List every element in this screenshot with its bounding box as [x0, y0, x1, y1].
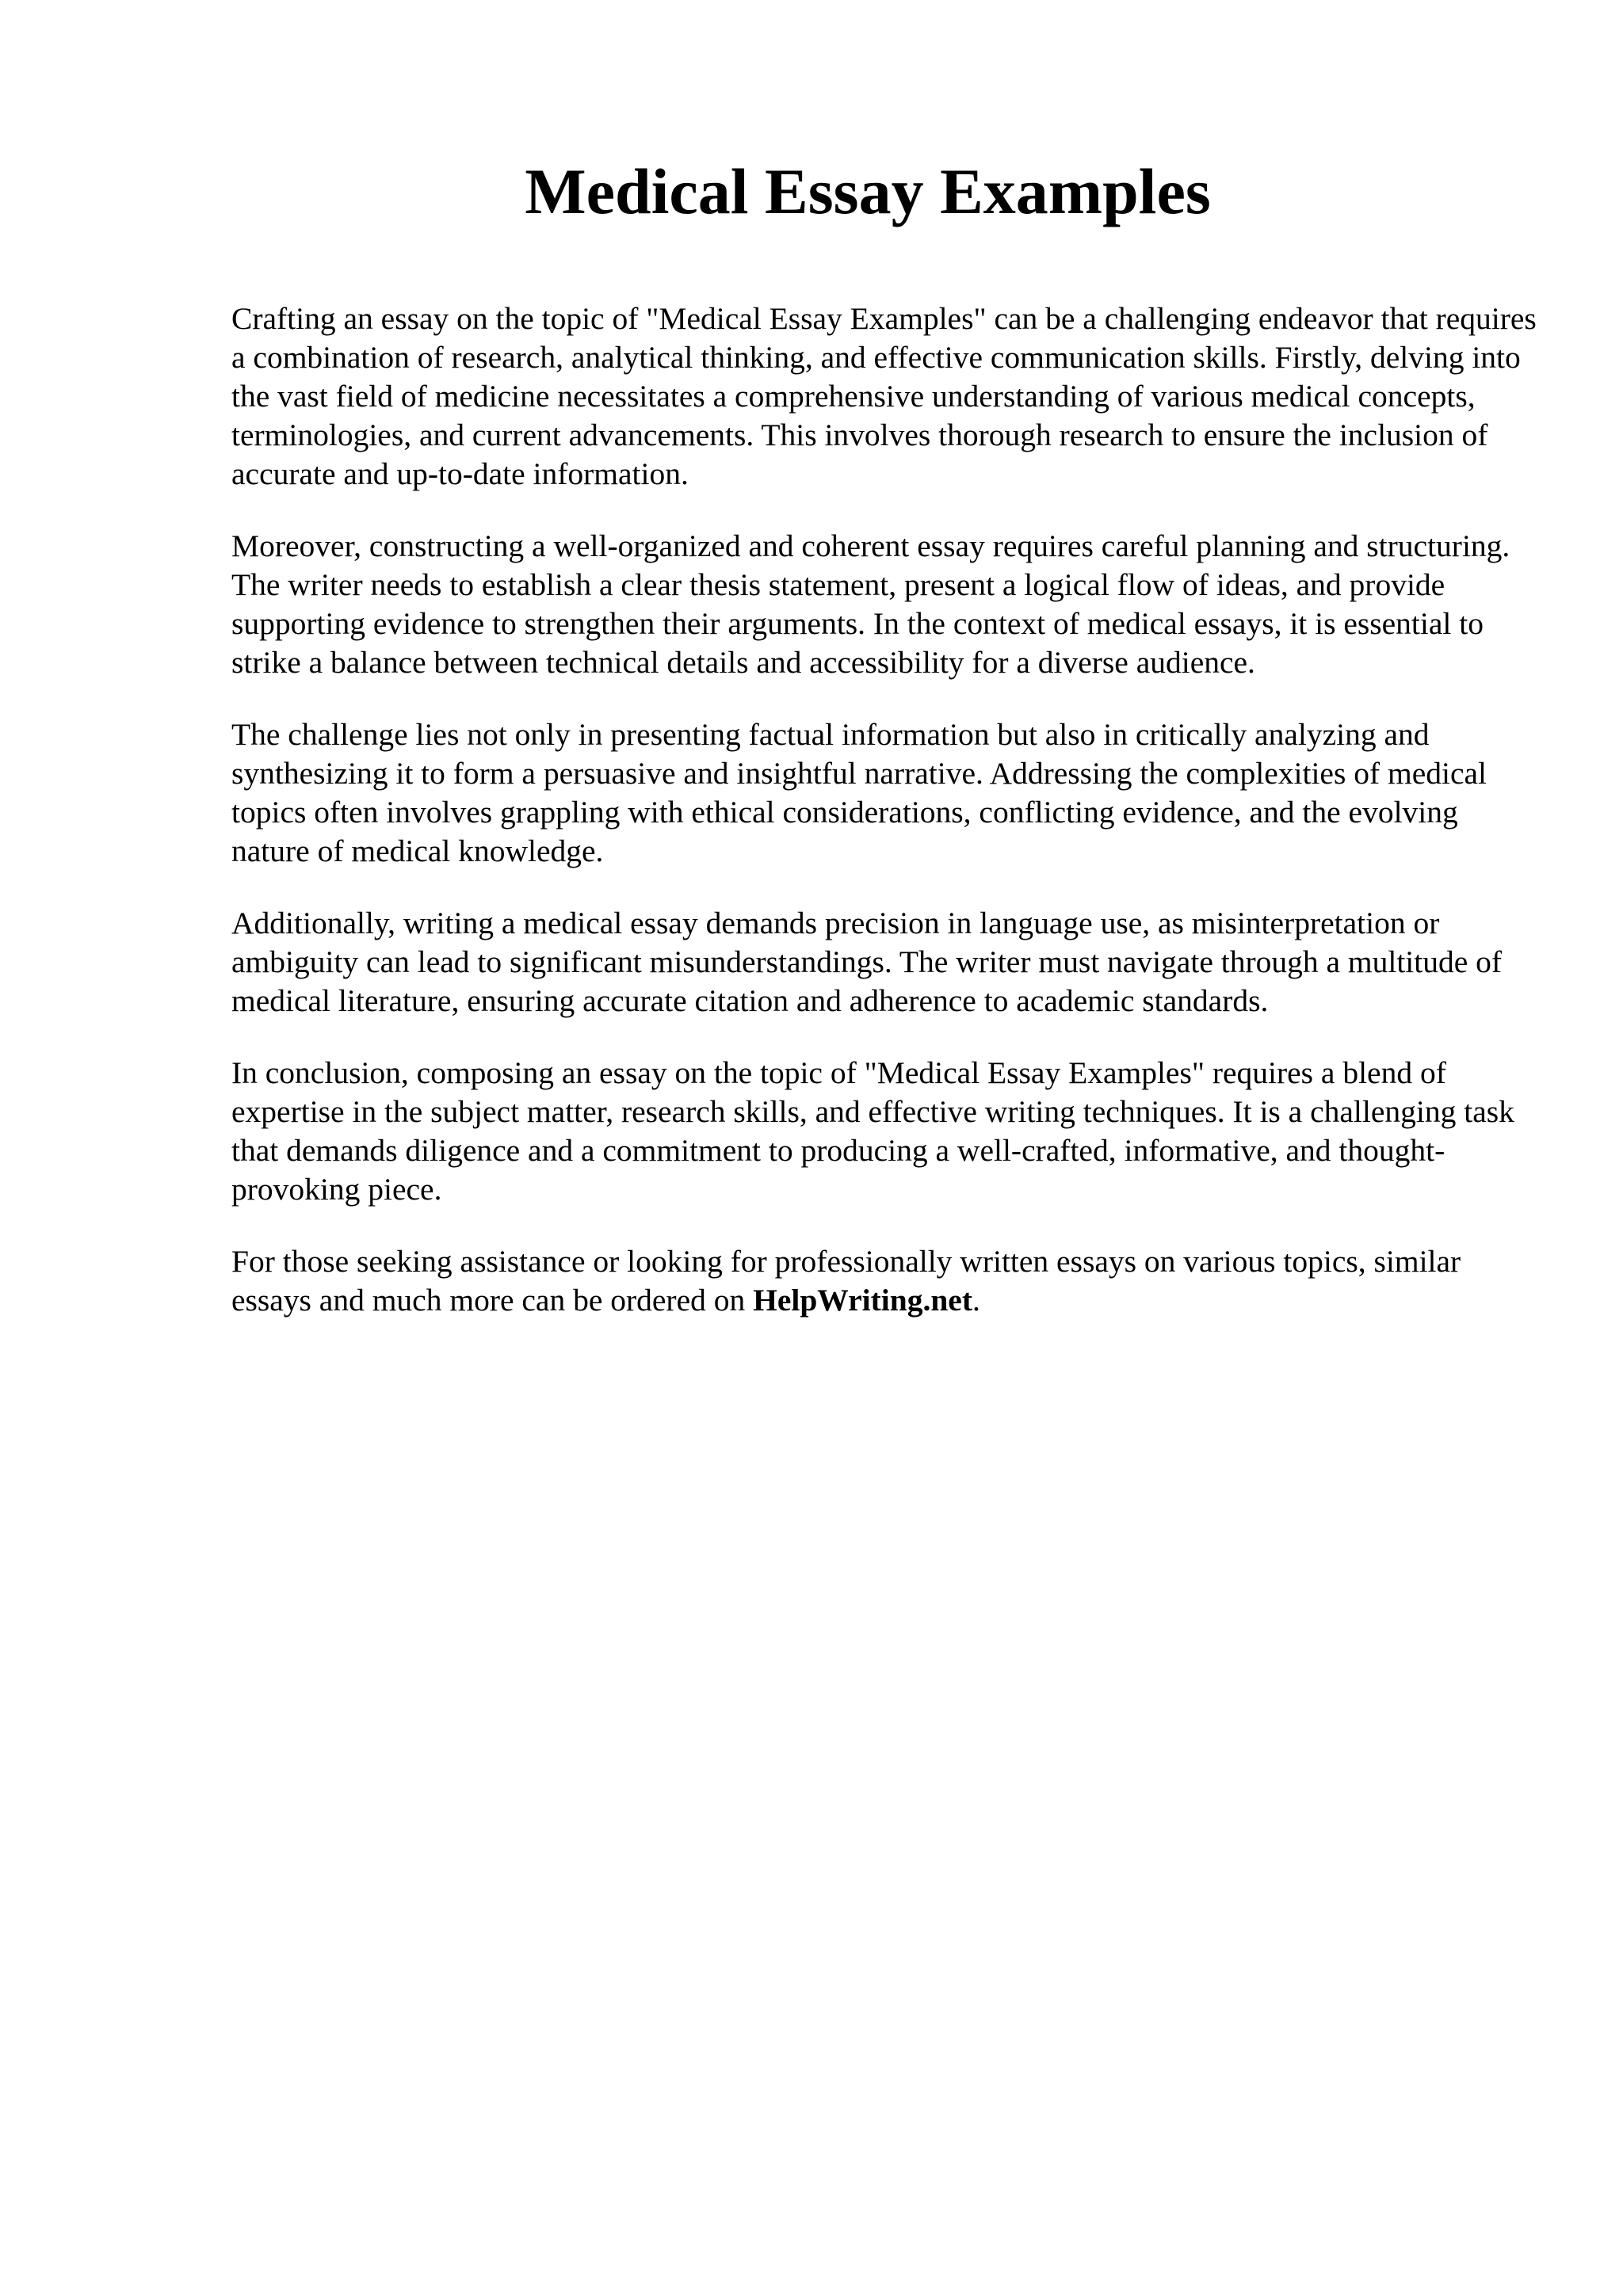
- paragraph-2: Moreover, constructing a well-organized and coherent essay requires careful planning and structuring. The writer needs to establish a clear thesis statement, present a logical flow of ideas, and provide supporting evidence to strengthen their arguments. In the context of medical essays, it is essential to strike a balance between technical details and accessibility for a diverse audience.: [231, 528, 1510, 680]
- closing-end: .: [972, 1283, 980, 1318]
- brand-name: HelpWriting.net: [753, 1283, 972, 1318]
- paragraph-1: Crafting an essay on the topic of "Medical Essay Examples" can be a challenging endeavor that requires a combination of research, analytical thinking, and effective communication skills. Firstly, delving into the vast field of medicine necessitates a comprehensive understanding of various medical concepts, terminologies, and current advancements. This involves thorough research to ensure the inclusion of accurate and up-to-date information.: [231, 301, 1537, 491]
- paragraph-5: In conclusion, composing an essay on the topic of "Medical Essay Examples" requires a blend of expertise in the subject matter, research skills, and effective writing techniques. It is a challenging task that demands diligence and a commitment to producing a well-crafted, informative, and thought-provoking piece.: [231, 1055, 1514, 1207]
- closing-paragraph: [231, 1242, 1539, 1320]
- document-body: [231, 299, 1539, 1353]
- page-title: Medical Essay Examples: [525, 155, 1211, 227]
- paragraph-3: The challenge lies not only in presenting factual information but also in critically analyzing and synthesizing it to form a persuasive and insightful narrative. Addressing the complexities of medical topics often involves grappling with ethical considerations, conflicting evidence, and the evolving nature of medical knowledge.: [231, 717, 1487, 868]
- paragraph-4: Additionally, writing a medical essay demands precision in language use, as misinterpretation or ambiguity can lead to significant misunderstandings. The writer must navigate through a multitude of medical literature, ensuring accurate citation and adherence to academic standards.: [231, 906, 1503, 1018]
- closing-text: For those seeking assistance or looking for professionally written essays on various topics, similar essays and much more can be ordered on: [231, 1244, 1461, 1318]
